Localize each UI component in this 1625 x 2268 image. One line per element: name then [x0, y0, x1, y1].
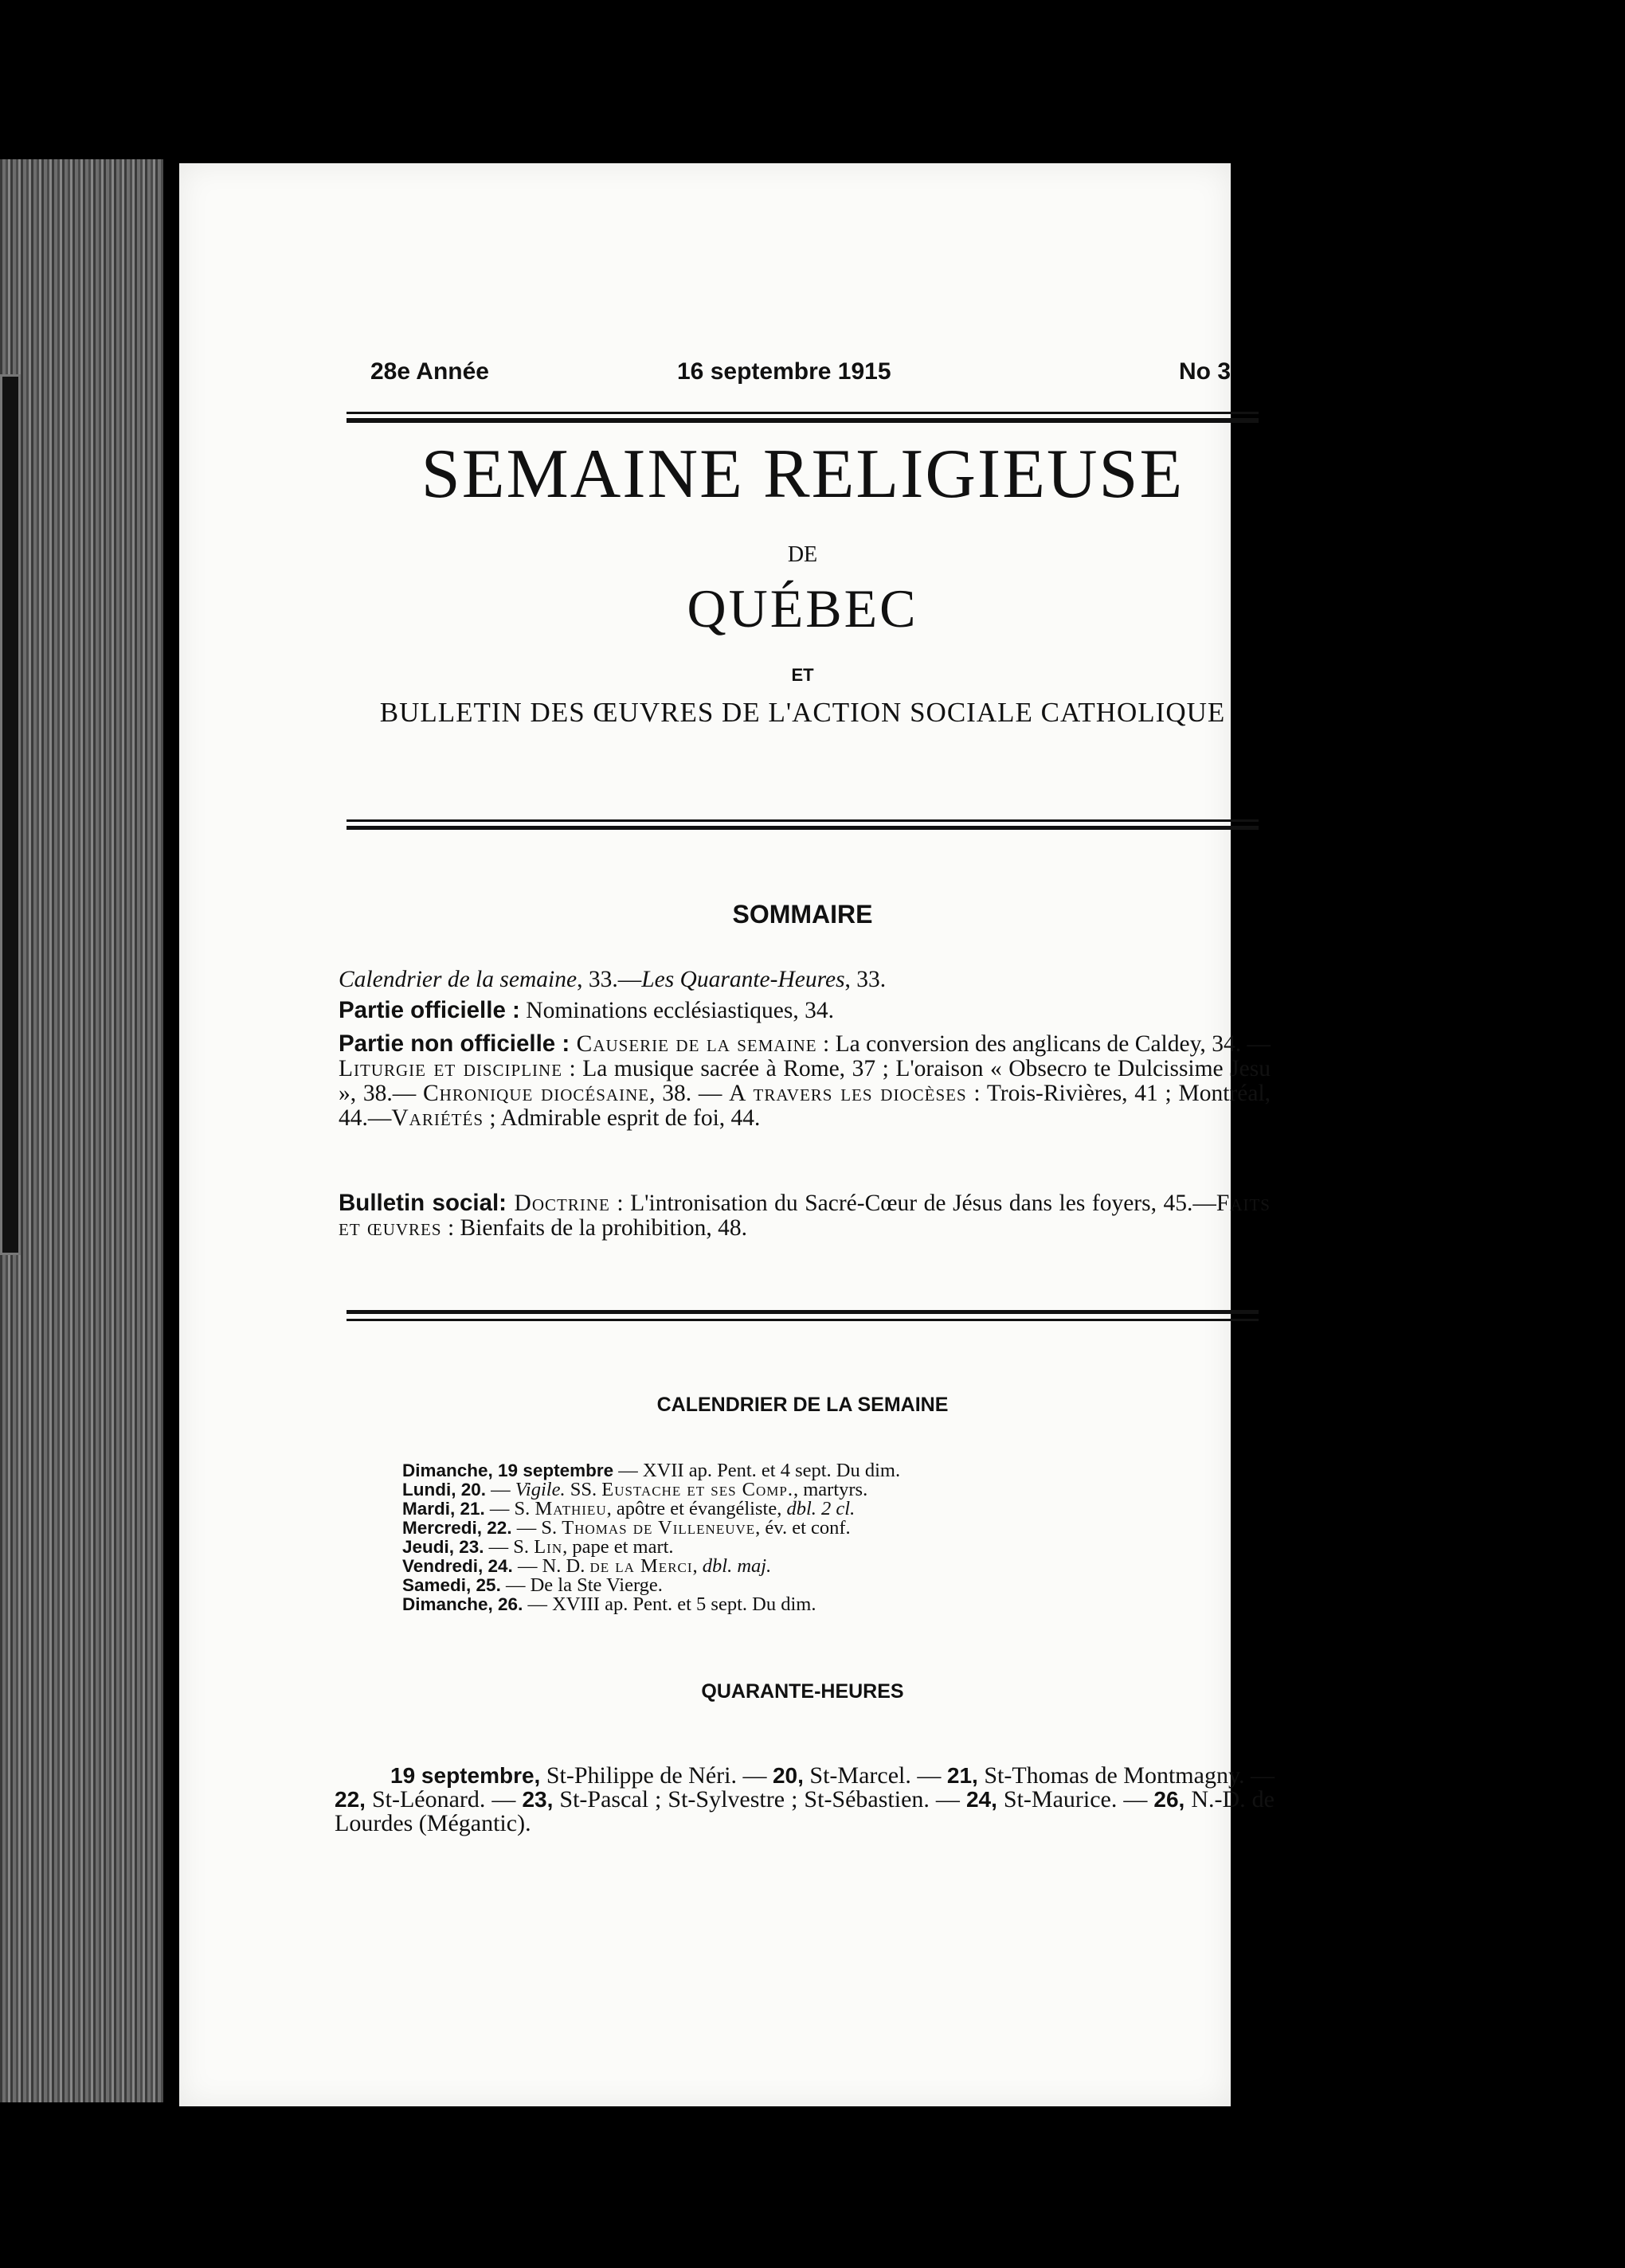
qh-date: 24, — [965, 1787, 997, 1812]
header-year: 28e Année — [370, 358, 489, 385]
varietes-text: ; Admirable esprit de foi, 44. — [484, 1105, 761, 1131]
masthead-rule-thin — [347, 819, 1259, 822]
calendar-row — [402, 1595, 1263, 1614]
qh-parish: St-Philippe de Néri. — — [540, 1762, 773, 1789]
masthead-et: ET — [791, 665, 814, 685]
calendar-saint: Thomas de Villeneuve — [562, 1517, 756, 1539]
calendar-rank: dbl. maj. — [702, 1555, 772, 1577]
calendar-day: Dimanche, 19 septembre — [402, 1461, 614, 1480]
calendar-office: — S. — [484, 1498, 535, 1519]
non-officielle-label: Partie non officielle : — [339, 1030, 570, 1057]
liturgie-text: : La musique sacrée à Rome, 37 ; L'oraison « Obsecro te Dulcissime Jesu », 38.— — [339, 1056, 1271, 1106]
calendar-day: Mardi, 21. — [402, 1499, 485, 1519]
calendar-office: , martyrs. — [793, 1479, 868, 1500]
sommaire-quarante-page: , 33. — [844, 967, 887, 992]
causerie-heading: Causerie de la semaine — [570, 1031, 817, 1057]
calendar-office: — XVIII ap. Pent. et 5 sept. Du dim. — [523, 1593, 816, 1615]
sommaire-bulletin-social — [339, 1191, 1271, 1241]
calendar-saint: Eustache et ses Comp. — [601, 1479, 793, 1500]
sommaire-rule-thick — [347, 1310, 1259, 1314]
calendar-saint: de la Merci — [589, 1555, 693, 1577]
masthead-bulletin: BULLETIN DES ŒUVRES DE L'ACTION SOCIALE CATHOLIQUE — [379, 697, 1226, 728]
qh-date: 22, — [335, 1787, 366, 1812]
qh-parish: St-Pascal ; St-Sylvestre ; St-Sébastien. — — [553, 1786, 966, 1812]
doctrine-text: : L'intronisation du Sacré-Cœur de Jésus dans les foyers, 45.— — [609, 1191, 1216, 1216]
chronique-heading: Chronique diocésaine — [423, 1081, 650, 1106]
sommaire-calendar-link-text: Calendrier de la semaine — [339, 967, 578, 992]
travers-heading: A travers les diocèses — [729, 1081, 967, 1106]
sommaire-title: SOMMAIRE — [732, 900, 873, 929]
officielle-label: Partie officielle : — [339, 997, 520, 1023]
qh-date: 23, — [522, 1787, 554, 1812]
qh-parish: N.-D. de Lourdes (Mégantic). — [335, 1786, 1275, 1836]
qh-date: 19 septembre, — [390, 1763, 541, 1788]
calendar-title: CALENDRIER DE LA SEMAINE — [656, 1394, 949, 1416]
calendar-row — [402, 1576, 1263, 1595]
sommaire-calendar-page: , 33.— — [577, 967, 642, 992]
calendar-office: SS. — [565, 1479, 602, 1500]
qh-date: 20, — [772, 1763, 804, 1788]
calendar-office: — — [486, 1479, 515, 1500]
travers-text: : Trois-Rivières, 41 ; Montréal, 44.— — [339, 1081, 1271, 1131]
calendar-saint: Lin — [534, 1536, 563, 1558]
header-date: 16 septembre 1915 — [677, 358, 891, 385]
calendar-saint: Mathieu — [534, 1498, 607, 1519]
quarante-heures-title: QUARANTE-HEURES — [701, 1680, 904, 1703]
masthead-title: SEMAINE RELIGIEUSE — [421, 436, 1184, 513]
calendar-row — [402, 1557, 1263, 1576]
calendar-day: Dimanche, 26. — [402, 1594, 523, 1614]
faits-heading: Faits et œuvres — [339, 1191, 1271, 1241]
masthead-city: QUÉBEC — [687, 578, 918, 639]
calendar-row — [402, 1461, 1263, 1480]
document-page — [179, 163, 1275, 2106]
qh-parish: St-Maurice. — — [997, 1786, 1154, 1812]
calendar-office: , év. et conf. — [755, 1517, 851, 1539]
qh-parish: St-Léonard. — — [365, 1786, 523, 1812]
header-number: No 3 — [1179, 358, 1231, 385]
calendar-office: — XVII ap. Pent. et 4 sept. Du dim. — [613, 1460, 901, 1481]
qh-date: 21, — [946, 1763, 978, 1788]
calendar-row — [402, 1500, 1263, 1519]
calendar-office: — S. — [484, 1536, 534, 1558]
sommaire-quarante-text: Les Quarante-Heures — [641, 967, 845, 992]
officielle-text: Nominations ecclésiastiques, 34. — [519, 998, 834, 1023]
calendar-day: Jeudi, 23. — [402, 1537, 484, 1557]
calendar-day: Samedi, 25. — [402, 1575, 501, 1595]
causerie-text: : La conversion des anglicans de Caldey, 34. — — [816, 1031, 1271, 1057]
calendar-day: Vendredi, 24. — [402, 1556, 513, 1576]
calendar-rank: Vigile. — [515, 1479, 566, 1500]
calendar-office: , — [692, 1555, 703, 1577]
header-rule-thick — [347, 418, 1259, 423]
doctrine-heading: Doctrine — [507, 1191, 610, 1216]
liturgie-heading: Liturgie et discipline — [339, 1056, 563, 1081]
masthead-de: DE — [787, 542, 818, 567]
calendar-row — [402, 1538, 1263, 1557]
qh-parish: St-Marcel. — — [803, 1762, 947, 1789]
calendar-office: , pape et mart. — [562, 1536, 674, 1558]
calendar-row — [402, 1480, 1263, 1500]
sommaire-officielle — [339, 998, 1271, 1023]
chronique-text: , 38. — — [649, 1081, 722, 1106]
masthead-rule-thick — [347, 826, 1259, 830]
calendar-office: , apôtre et évangéliste, — [606, 1498, 787, 1519]
cover-edge-strip — [0, 374, 21, 1255]
calendar-row — [402, 1519, 1263, 1538]
sommaire-rule-thin — [347, 1319, 1259, 1321]
calendar-office: — De la Ste Vierge. — [500, 1574, 663, 1596]
sommaire-calendar-line — [339, 968, 1271, 992]
faits-text: : Bienfaits de la prohibition, 48. — [441, 1215, 748, 1241]
calendar-day: Lundi, 20. — [402, 1480, 487, 1500]
sommaire-non-officielle — [339, 1031, 1271, 1131]
header-rule-thin — [347, 412, 1259, 414]
calendar-office: — S. — [511, 1517, 562, 1539]
varietes-heading: Variétés — [391, 1105, 484, 1131]
calendar-day: Mercredi, 22. — [402, 1518, 512, 1538]
calendar-office: — N. D. — [512, 1555, 590, 1577]
quarante-heures-text — [335, 1764, 1275, 1836]
calendar-rank: dbl. 2 cl. — [786, 1498, 856, 1519]
qh-date: 26, — [1153, 1787, 1185, 1812]
social-label: Bulletin social: — [339, 1190, 507, 1216]
qh-parish: St-Thomas de Montmagny. — — [977, 1762, 1275, 1789]
book-cover-edge — [0, 159, 163, 2102]
